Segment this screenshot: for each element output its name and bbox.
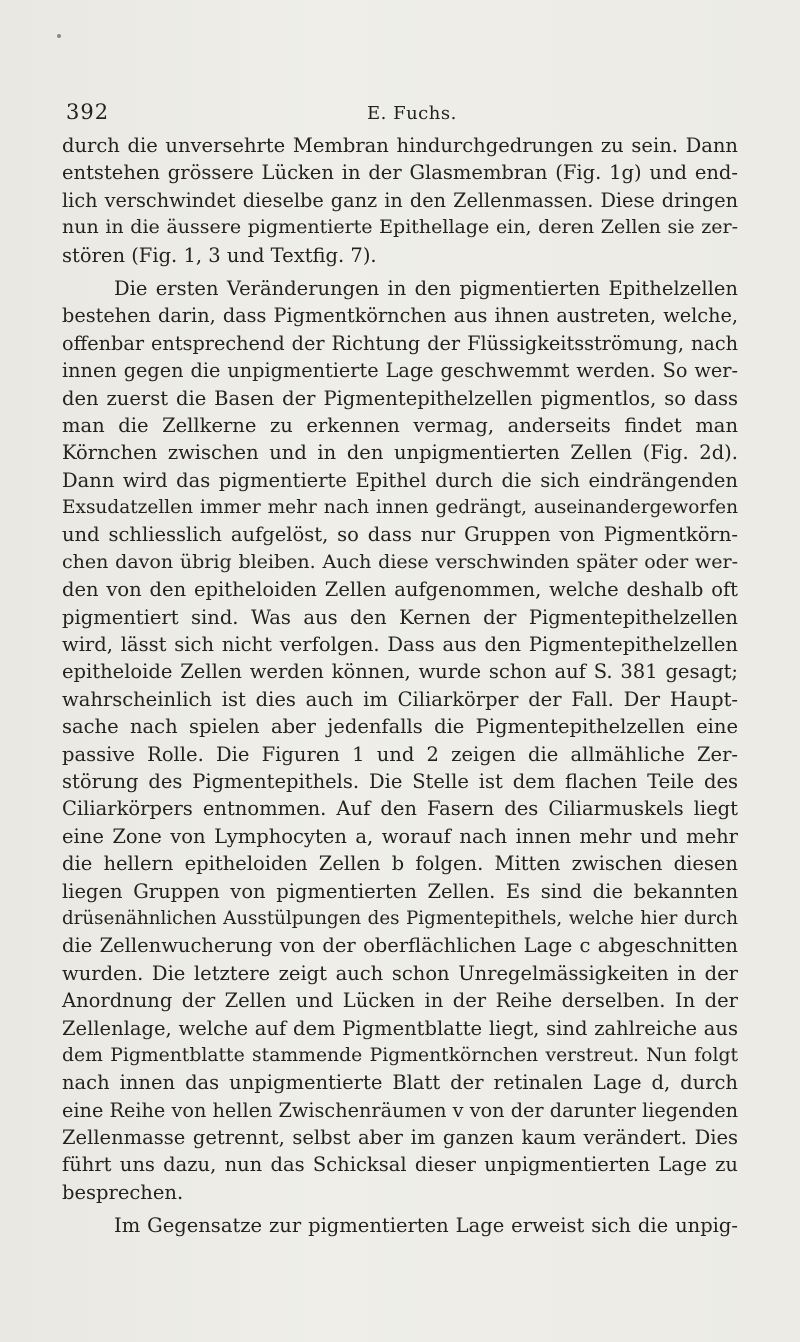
text-line: den von den epitheloiden Zellen aufgenommen, welche deshalb oft [62,578,738,602]
text-line: und schliesslich aufgelöst, so dass nur Gruppen von Pigmentkörn- [62,523,738,547]
text-line: die hellern epitheloiden Zellen b folgen. Mitten zwischen diesen [62,852,738,876]
text-line: eine Zone von Lymphocyten a, worauf nach innen mehr und mehr [62,824,738,848]
text-line: Körnchen zwischen und in den unpigmentierten Zellen (Fig. 2d). [62,441,738,465]
text-line: nach innen das unpigmentierte Blatt der retinalen Lage d, durch [62,1071,738,1095]
text-line: Die ersten Veränderungen in den pigmentierten Epithelzellen [114,276,738,300]
text-line: wurden. Die letztere zeigt auch schon Unregelmässigkeiten in der [62,961,738,985]
text-line: wahrscheinlich ist dies auch im Ciliarkörper der Fall. Der Haupt- [62,687,738,711]
text-line: liegen Gruppen von pigmentierten Zellen. Es sind die bekannten [62,879,738,903]
text-line: chen davon übrig bleiben. Auch diese verschwinden später oder wer- [62,550,738,573]
text-line: besprechen. [62,1180,184,1204]
text-line: Zellenmasse getrennt, selbst aber im ganzen kaum verändert. Dies [62,1126,738,1150]
text-line: führt uns dazu, nun das Schicksal dieser unpigmentierten Lage zu [62,1153,738,1177]
text-line: man die Zellkerne zu erkennen vermag, anderseits findet man [62,413,738,437]
text-line: drüsenähnlichen Ausstülpungen des Pigmentepithels, welche hier durch [62,907,738,929]
text-line: lich verschwindet dieselbe ganz in den Zellenmassen. Diese dringen [62,188,738,212]
text-line: Exsudatzellen immer mehr nach innen gedrängt, auseinandergeworfen [62,497,738,519]
text-body [62,132,738,1240]
text-line: wird, lässt sich nicht verfolgen. Dass aus den Pigmentepithelzellen [62,633,738,657]
paragraph [62,275,738,1206]
text-line: störung des Pigmentepithels. Die Stelle ist dem flachen Teile des [62,769,738,793]
text-line: stören (Fig. 1, 3 und Textfig. 7). [62,243,377,267]
text-line: nun in die äussere pigmentierte Epithellage ein, deren Zellen sie zer- [62,216,738,239]
text-line: die Zellenwucherung von der oberflächlichen Lage c abgeschnitten [62,934,738,958]
text-line: entstehen grössere Lücken in der Glasmembran (Fig. 1g) und end- [62,161,738,185]
text-line: eine Reihe von hellen Zwischenräumen v von der darunter liegenden [62,1098,738,1122]
text-line: epitheloide Zellen werden können, wurde schon auf S. 381 gesagt; [62,660,738,684]
text-line: innen gegen die unpigmentierte Lage geschwemmt werden. So wer- [62,359,738,383]
paragraph [62,132,738,269]
paragraph [62,1212,738,1239]
text-line: Zellenlage, welche auf dem Pigmentblatte liegt, sind zahlreiche aus [62,1016,738,1040]
text-line: Anordnung der Zellen und Lücken in der Reihe derselben. In der [62,989,738,1013]
text-line: pigmentiert sind. Was aus den Kernen der Pigmentepithelzellen [62,605,738,629]
running-head: E. Fuchs. [367,103,457,124]
text-line: passive Rolle. Die Figuren 1 und 2 zeigen die allmähliche Zer- [62,742,738,766]
text-line: sache nach spielen aber jedenfalls die Pigmentepithelzellen eine [62,715,738,739]
text-line: dem Pigmentblatte stammende Pigmentkörnchen verstreut. Nun folgt [62,1044,738,1066]
ink-speck [57,34,61,38]
text-line: offenbar entsprechend der Richtung der Flüssigkeitsströmung, nach [62,331,738,355]
page-number: 392 [66,100,110,124]
text-line: Dann wird das pigmentierte Epithel durch die sich eindrängenden [62,468,738,492]
text-line: durch die unversehrte Membran hindurchgedrungen zu sein. Dann [62,134,738,157]
text-line: Im Gegensatze zur pigmentierten Lage erweist sich die unpig- [114,1214,738,1238]
text-line: Ciliarkörpers entnommen. Auf den Fasern des Ciliarmuskels liegt [62,797,738,821]
text-line: den zuerst die Basen der Pigmentepithelzellen pigmentlos, so dass [62,386,738,410]
text-line: bestehen darin, dass Pigmentkörnchen aus ihnen austreten, welche, [62,304,738,328]
